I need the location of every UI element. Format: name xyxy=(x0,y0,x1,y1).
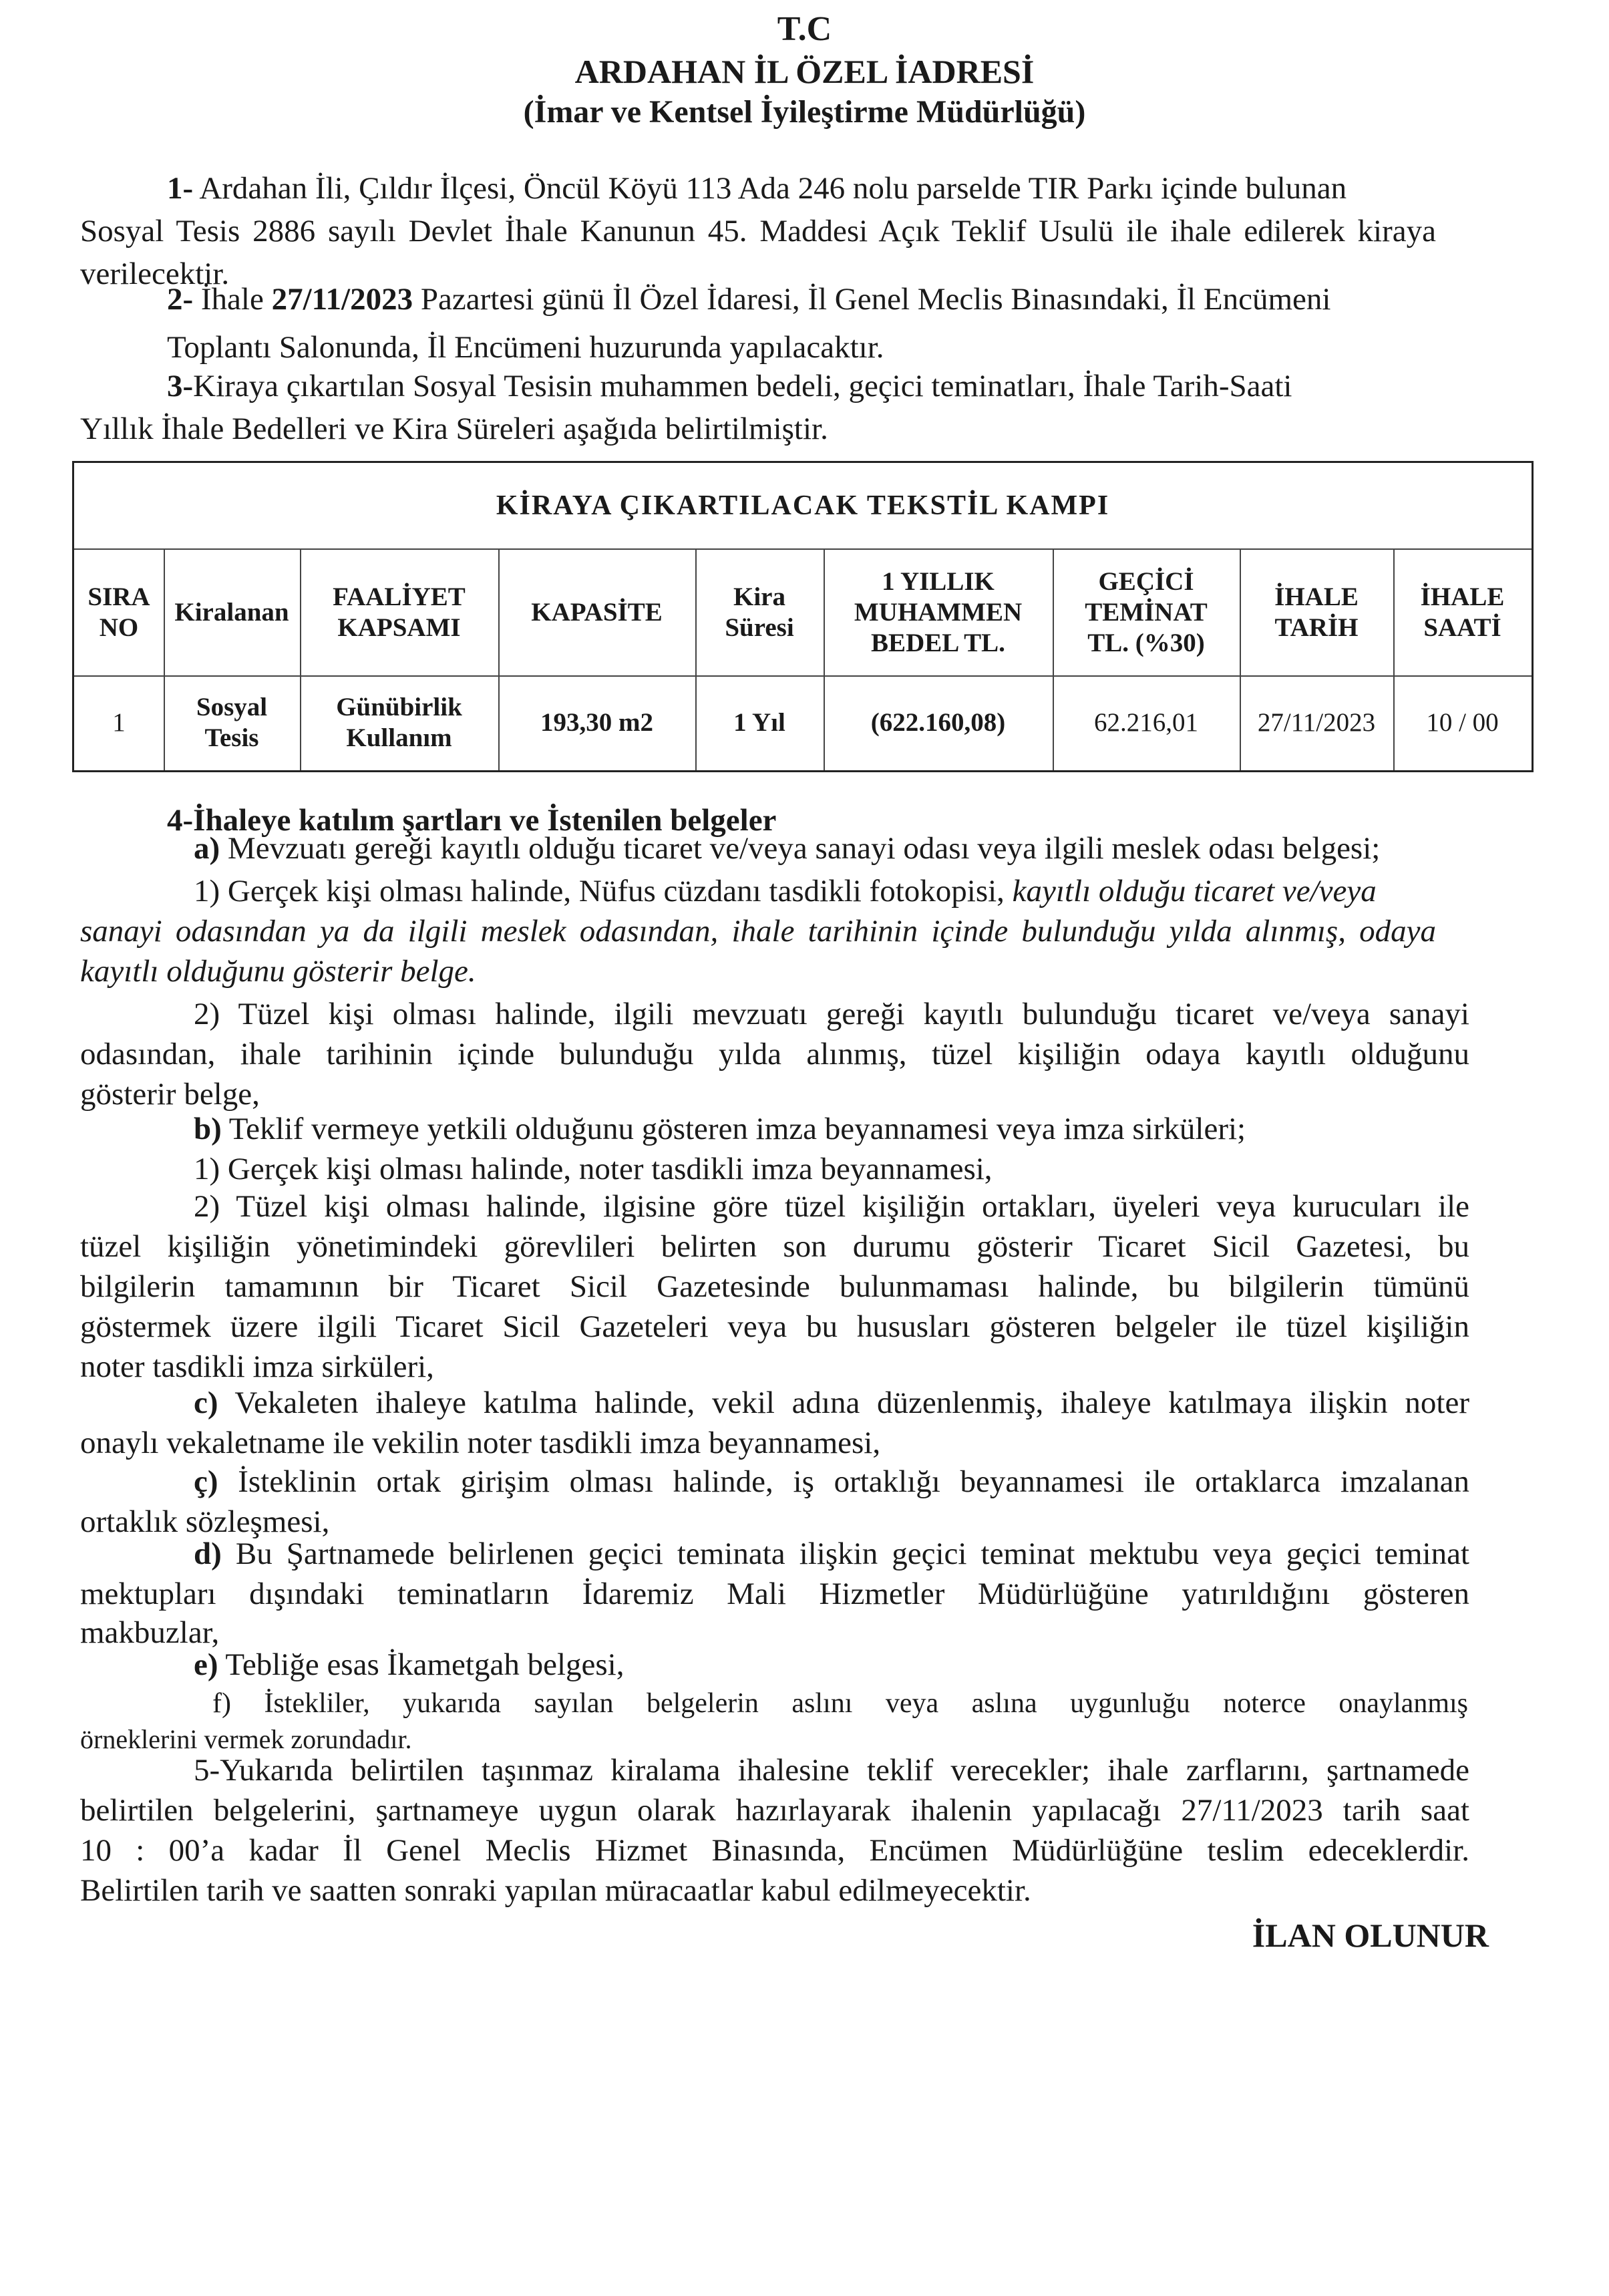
item-a1-line-3: kayıtlı olduğunu gösterir belge. xyxy=(80,954,476,989)
cell-sira: 1 xyxy=(112,708,126,737)
item-b2-line-3: bilgilerin tamamının bir Ticaret Sicil Gazetesinde bulunmaması halinde, bu bilgilerin tümünü xyxy=(80,1269,1469,1304)
paragraph-2-line-1 xyxy=(167,279,1330,319)
item-c-line-2: onaylı vekaletname ile vekilin noter tasdikli imza beyannamesi, xyxy=(80,1426,881,1460)
cell-kiralanan: Sosyal Tesis xyxy=(196,693,268,752)
item-a2-line-2: odasından, ihale tarihinin içinde bulunduğu yılda alınmış, tüzel kişiliğin odaya kayıtlı olduğunu xyxy=(80,1037,1469,1072)
cell-tarih: 27/11/2023 xyxy=(1257,708,1376,737)
item-b2-line-4: göstermek üzere ilgili Ticaret Sicil Gazeteleri veya bu hususları gösteren belgeler ile tüzel kişiliğin xyxy=(80,1309,1469,1344)
item-b-text: Teklif vermeye yetkili olduğunu gösteren imza beyannamesi veya imza sirküleri; xyxy=(228,1112,1246,1146)
paragraph-2-line-2: Toplantı Salonunda, İl Encümeni huzurunda yapılacaktır. xyxy=(167,330,884,365)
col-header-kira: Kira Süresi xyxy=(725,583,794,642)
col-header-teminat: GEÇİCİ TEMİNAT TL. (%30) xyxy=(1085,567,1208,657)
item-a1-start: 1) Gerçek kişi olması halinde, Nüfus cüzdanı tasdikli fotokopisi, xyxy=(194,874,1005,909)
paragraph-1-number: 1- xyxy=(167,171,194,206)
cell-saat: 10 / 00 xyxy=(1426,708,1499,737)
col-header-sira: SIRA NO xyxy=(87,583,150,642)
header-department: (İmar ve Kentsel İyileştirme Müdürlüğü) xyxy=(523,94,1086,130)
paragraph-3-number: 3- xyxy=(167,369,194,403)
paragraph-1-line-2: Sosyal Tesis 2886 sayılı Devlet İhale Kanunun 45. Maddesi Açık Teklif Usulü ile ihale edilerek kiraya xyxy=(80,214,1436,249)
item-cc-line-2: ortaklık sözleşmesi, xyxy=(80,1504,330,1539)
cell-faaliyet: Günübirlik Kullanım xyxy=(336,693,462,752)
item-e-mark: e) xyxy=(194,1647,218,1682)
rental-table xyxy=(72,461,1534,772)
col-header-faaliyet: FAALİYET KAPSAMI xyxy=(333,583,466,642)
col-header-kapasite: KAPASİTE xyxy=(531,598,663,627)
item-cc-text: İsteklinin ortak girişim olması halinde, iş ortaklığı beyannamesi ile ortaklarca imzalanan xyxy=(238,1464,1470,1499)
item-b xyxy=(194,1109,1246,1149)
header-institution: ARDAHAN İL ÖZEL İADRESİ xyxy=(574,53,1035,90)
header-tc: T.C xyxy=(777,10,832,48)
item-a-text: Mevzuatı gereği kayıtlı olduğu ticaret ve/veya sanayi odası veya ilgili meslek odası belgesi; xyxy=(227,831,1381,866)
item-d-line-1 xyxy=(194,1534,1469,1574)
item-d-text: Bu Şartnamede belirlenen geçici teminata ilişkin geçici teminat mektubu veya geçici teminat xyxy=(235,1536,1469,1571)
item-b1: 1) Gerçek kişi olması halinde, noter tasdikli imza beyannamesi, xyxy=(194,1152,993,1186)
cell-kapasite: 193,30 m2 xyxy=(540,708,653,737)
item-cc-mark: ç) xyxy=(194,1464,218,1499)
item-a-mark: a) xyxy=(194,831,220,866)
col-header-saat: İHALE SAATİ xyxy=(1420,583,1505,642)
item-cc-line-1 xyxy=(194,1462,1469,1502)
item-c-line-1 xyxy=(194,1383,1469,1423)
paragraph-1-text-a: Ardahan İli, Çıldır İlçesi, Öncül Köyü 113 Ada 246 nolu parselde TIR Parkı içinde bulunan xyxy=(199,171,1347,206)
item-f-line-1: f) İstekliler, yukarıda sayılan belgelerin aslını veya aslına uygunluğu noterce onaylanmış xyxy=(212,1688,1468,1719)
closing-notice: İLAN OLUNUR xyxy=(1252,1917,1489,1954)
paragraph-2-text-a1: İhale xyxy=(200,282,264,317)
item-e-text: Tebliğe esas İkametgah belgesi, xyxy=(225,1647,624,1682)
paragraph-1-line-3: verilecektir. xyxy=(80,257,230,291)
paragraph-2-number: 2- xyxy=(167,282,194,317)
item-a2-line-1: 2) Tüzel kişi olması halinde, ilgili mevzuatı gereği kayıtlı bulunduğu ticaret ve/veya sanayi xyxy=(194,997,1469,1031)
item-a2-line-3: gösterir belge, xyxy=(80,1077,260,1112)
paragraph-5-line-4: Belirtilen tarih ve saatten sonraki yapılan müracaatlar kabul edilmeyecektir. xyxy=(80,1873,1031,1908)
item-b-mark: b) xyxy=(194,1112,222,1146)
item-f-line-2: örneklerini vermek zorundadır. xyxy=(80,1724,412,1754)
tender-date: 27/11/2023 xyxy=(271,282,413,317)
paragraph-5-line-2: belirtilen belgelerini, şartnameye uygun olarak hazırlayarak ihalenin yapılacağı 27/11/2023 tarih saat xyxy=(80,1793,1469,1828)
paragraph-3-text-a: Kiraya çıkartılan Sosyal Tesisin muhammen bedeli, geçici teminatları, İhale Tarih-Saati xyxy=(193,369,1292,403)
item-c-text: Vekaleten ihaleye katılma halinde, vekil adına düzenlenmiş, ihaleye katılmaya ilişkin noter xyxy=(234,1385,1469,1420)
item-b2-line-1: 2) Tüzel kişi olması halinde, ilgisine göre tüzel kişiliğin ortakları, üyeleri veya kurucuları ile xyxy=(194,1189,1469,1224)
item-a xyxy=(194,828,1380,868)
paragraph-3-line-2: Yıllık İhale Bedelleri ve Kira Süreleri aşağıda belirtilmiştir. xyxy=(80,412,828,446)
col-header-bedel: 1 YILLIK MUHAMMEN BEDEL TL. xyxy=(854,567,1023,657)
paragraph-1-line-1 xyxy=(167,168,1347,208)
item-c-mark: c) xyxy=(194,1385,218,1420)
paragraph-2-text-a2: Pazartesi günü İl Özel İdaresi, İl Genel Meclis Binasındaki, İl Encümeni xyxy=(420,282,1331,317)
item-d-mark: d) xyxy=(194,1536,222,1571)
paragraph-5-line-3: 10 : 00’a kadar İl Genel Meclis Hizmet Binasında, Encümen Müdürlüğüne teslim edeceklerdir. xyxy=(80,1833,1469,1868)
item-e xyxy=(194,1645,624,1685)
item-b2-line-2: tüzel kişiliğin yönetimindeki görevlileri belirten son durumu gösterir Ticaret Sicil Gazetesi, bu xyxy=(80,1229,1469,1264)
item-d-line-2: mektupları dışındaki teminatların İdaremiz Mali Hizmetler Müdürlüğüne yatırıldığını gösteren xyxy=(80,1577,1469,1611)
item-a1-italic: kayıtlı olduğu ticaret ve/veya xyxy=(1012,874,1377,909)
cell-bedel: (622.160,08) xyxy=(870,708,1006,737)
col-header-tarih: İHALE TARİH xyxy=(1274,583,1359,642)
paragraph-5-line-1: 5-Yukarıda belirtilen taşınmaz kiralama ihalesine teklif verecekler; ihale zarflarını, şartnamede xyxy=(194,1753,1469,1788)
paragraph-3-line-1 xyxy=(167,366,1292,406)
item-a1-line-2: sanayi odasından ya da ilgili meslek odasından, ihale tarihinin içinde bulunduğu yılda alınmış, odaya xyxy=(80,914,1436,949)
col-header-kiralanan: Kiralanan xyxy=(174,598,289,627)
cell-kira: 1 Yıl xyxy=(733,708,785,737)
section-4-title-text: 4-İhaleye katılım şartları ve İstenilen belgeler xyxy=(167,803,777,838)
item-a1-line-1 xyxy=(194,871,1377,911)
item-b2-line-5: noter tasdikli imza sirküleri, xyxy=(80,1349,434,1384)
item-d-line-3: makbuzlar, xyxy=(80,1615,220,1650)
cell-teminat: 62.216,01 xyxy=(1094,708,1198,737)
table-title: KİRAYA ÇIKARTILACAK TEKSTİL KAMPI xyxy=(74,463,1532,550)
